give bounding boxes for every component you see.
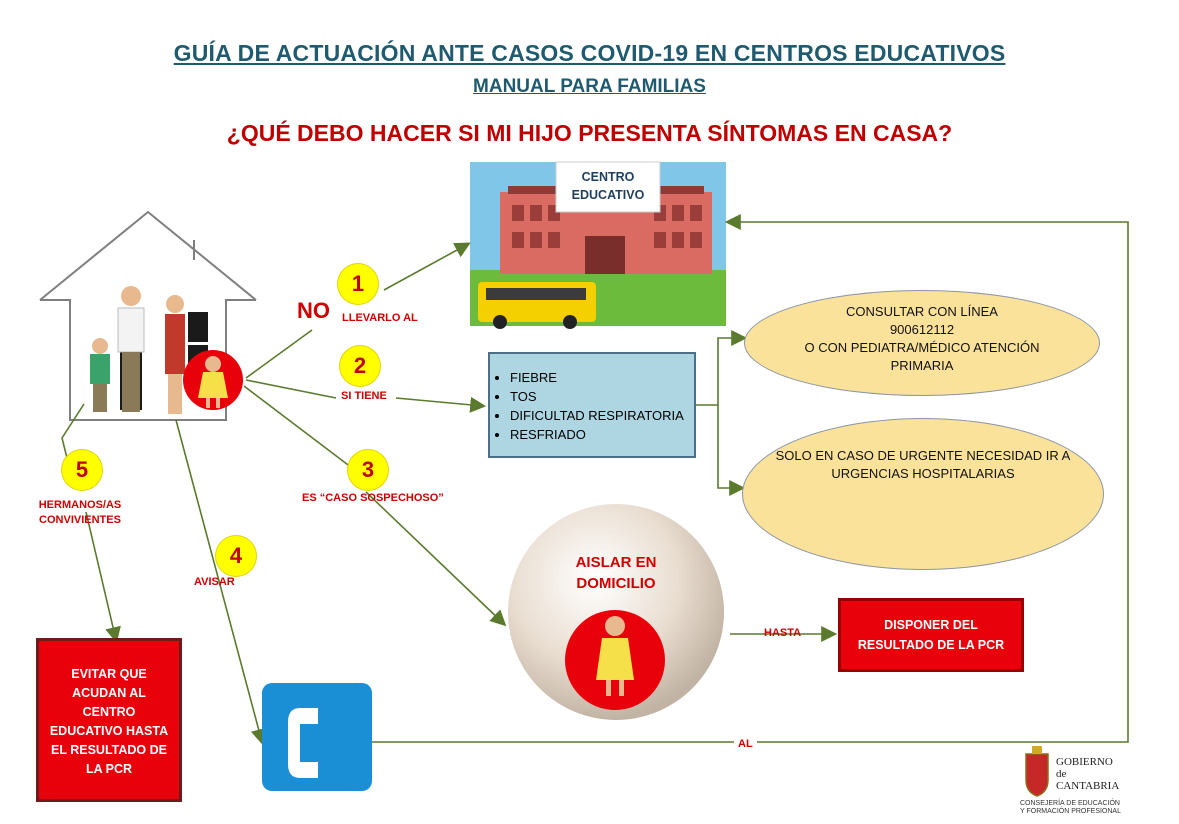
page-subtitle: MANUAL PARA FAMILIAS [473, 76, 706, 97]
consult-oval: CONSULTAR CON LÍNEA 900612112 O CON PEDIATRA/MÉDICO ATENCIÓN PRIMARIA [744, 290, 1100, 396]
siblings-box: EVITAR QUE ACUDAN AL CENTRO EDUCATIVO HASTA EL RESULTADO DE LA PCR [36, 638, 182, 802]
urgent-oval: SOLO EN CASO DE URGENTE NECESIDAD IR A URGENCIAS HOSPITALARIAS [742, 418, 1104, 570]
symptom-item: • RESFRIADO [510, 425, 694, 444]
pcr-result-box: DISPONER DEL RESULTADO DE LA PCR [838, 598, 1024, 672]
step-1-label: LLEVARLO AL [342, 312, 418, 324]
step-1-badge: 1 [338, 264, 378, 304]
step-3-label: ES “CASO SOSPECHOSO” [302, 492, 444, 504]
school-label: CENTRO EDUCATIVO [571, 170, 645, 202]
isolation-bubble [508, 504, 724, 720]
main-question: ¿QUÉ DEBO HACER SI MI HIJO PRESENTA SÍNTOMAS EN CASA? [226, 120, 953, 146]
step-1-no: NO [297, 298, 330, 323]
symptom-item: • DIFICULTAD RESPIRATORIA [510, 406, 694, 425]
step-2-badge: 2 [340, 346, 380, 386]
until-label: HASTA [764, 627, 802, 639]
step-2-label: SI TIENE [341, 390, 387, 402]
page-title: GUÍA DE ACTUACIÓN ANTE CASOS COVID-19 EN CENTROS EDUCATIVOS [173, 40, 1006, 66]
sick-child-icon [183, 350, 243, 410]
phone-icon [262, 683, 372, 791]
government-logo-text: GOBIERNO de CANTABRIA [1056, 756, 1120, 792]
isolate-label: AISLAR EN DOMICILIO [575, 554, 657, 592]
al-label: AL [734, 738, 757, 750]
symptoms-box [488, 352, 696, 458]
step-4-label: AVISAR [194, 576, 235, 588]
symptom-item: • FIEBRE [510, 368, 694, 387]
step-3-badge: 3 [348, 450, 388, 490]
government-crest-logo [1026, 746, 1048, 796]
step-5-badge: 5 [62, 450, 102, 490]
government-department-text: CONSEJERÍA DE EDUCACIÓN Y FORMACIÓN PROFESIONAL [1020, 800, 1121, 815]
step-5-label: HERMANOS/AS CONVIVIENTES [38, 499, 122, 526]
symptom-item: • TOS [510, 387, 694, 406]
step-4-badge: 4 [216, 536, 256, 576]
